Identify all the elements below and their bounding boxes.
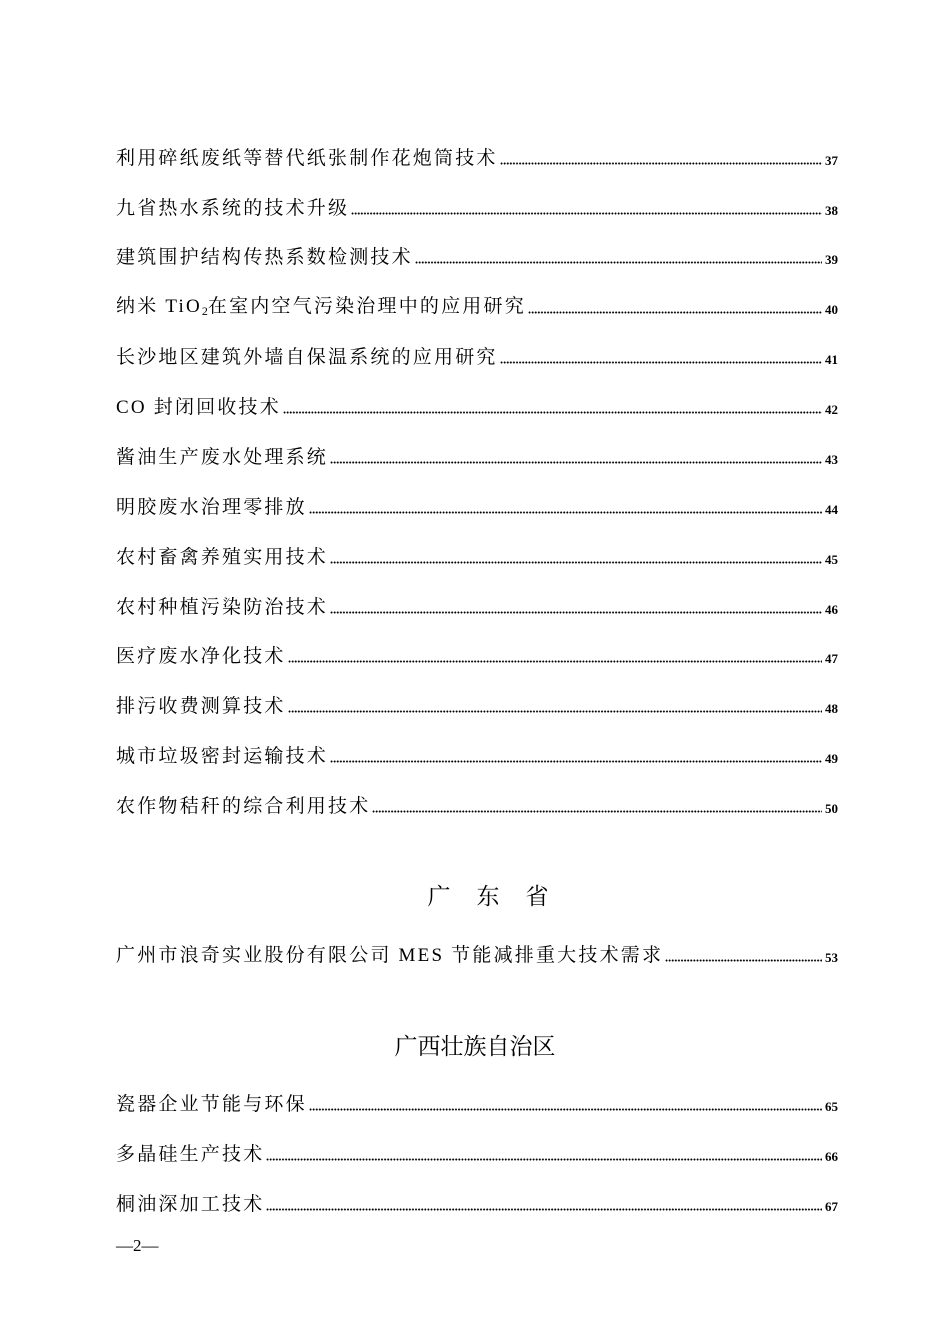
toc-leader-dots — [330, 760, 822, 763]
toc-entry-title: 排污收费测算技术 — [116, 696, 286, 717]
toc-entry-page: 37 — [825, 153, 838, 168]
toc-entry-title: 农村畜禽养殖实用技术 — [116, 547, 329, 568]
page-number: —2— — [116, 1236, 159, 1255]
toc-entry-title: 明胶废水治理零排放 — [116, 497, 307, 518]
toc-entry-page: 48 — [825, 701, 838, 716]
toc-entry-page: 50 — [825, 801, 838, 816]
toc-entry-title: 多晶硅生产技术 — [116, 1144, 265, 1165]
toc-entry[interactable] — [116, 337, 838, 367]
toc-entry-page: 38 — [825, 203, 838, 218]
toc-leader-dots — [415, 261, 822, 264]
toc-entry-page: 41 — [825, 352, 838, 367]
toc-entry[interactable] — [116, 237, 838, 267]
toc-leader-dots — [665, 959, 822, 962]
toc-leader-dots — [330, 611, 822, 614]
toc-entry[interactable] — [116, 1134, 838, 1164]
toc-leader-dots — [288, 660, 822, 663]
toc-entry-title: 医疗废水净化技术 — [116, 646, 286, 667]
toc-leader-dots — [528, 311, 822, 314]
toc-entry[interactable] — [116, 188, 838, 218]
toc-entry-title: 农村种植污染防治技术 — [116, 597, 329, 618]
subscript-2: 2 — [201, 304, 208, 318]
toc-entry-page: 43 — [825, 452, 838, 467]
toc-entry[interactable] — [116, 587, 838, 617]
toc-leader-dots — [330, 461, 822, 464]
toc-leader-dots — [372, 810, 822, 813]
toc-entry-title: 桐油深加工技术 — [116, 1194, 265, 1215]
toc-entry-title: 农作物秸秆的综合利用技术 — [116, 796, 371, 817]
toc-entry-page: 44 — [825, 502, 838, 517]
toc-entry-page: 45 — [825, 552, 838, 567]
toc-entry-title: 酱油生产废水处理系统 — [116, 447, 329, 468]
toc-entry[interactable] — [116, 487, 838, 517]
toc-entry-page: 66 — [825, 1149, 838, 1164]
toc-leader-dots — [330, 561, 822, 564]
section-heading: 广西壮族自治区 — [394, 1034, 556, 1060]
toc-entry-title: 长沙地区建筑外墙自保温系统的应用研究 — [116, 347, 498, 368]
toc-leader-dots — [351, 212, 822, 215]
toc-entry[interactable] — [116, 686, 838, 716]
toc-entry-page: 67 — [825, 1199, 838, 1214]
toc-entry-page: 46 — [825, 602, 838, 617]
toc-leader-dots — [288, 710, 822, 713]
toc-entry[interactable] — [116, 287, 838, 317]
toc-leader-dots — [309, 1108, 822, 1111]
toc-entry-page: 39 — [825, 252, 838, 267]
toc-entry[interactable] — [116, 935, 838, 965]
toc-entry-page: 53 — [825, 950, 838, 965]
toc-leader-dots — [500, 162, 822, 165]
toc-entry-page: 47 — [825, 651, 838, 666]
toc-entry-page: 42 — [825, 402, 838, 417]
toc-entry-title: 广州市浪奇实业股份有限公司 MES 节能减排重大技术需求 — [116, 945, 664, 966]
toc-entry[interactable] — [116, 387, 838, 417]
toc-entry[interactable] — [116, 636, 838, 666]
toc-entry[interactable] — [116, 786, 838, 816]
toc-leader-dots — [309, 511, 822, 514]
toc-entry[interactable] — [116, 1084, 838, 1114]
toc-entry-title: 利用碎纸废纸等替代纸张制作花炮筒技术 — [116, 148, 498, 169]
toc-entry-page: 65 — [825, 1099, 838, 1114]
toc-entry-title-part: 纳米 TiO — [116, 296, 202, 317]
toc-entry[interactable] — [116, 537, 838, 567]
toc-entry-title: 瓷器企业节能与环保 — [116, 1094, 307, 1115]
toc-entry-page: 49 — [825, 751, 838, 766]
toc-leader-dots — [500, 361, 822, 364]
toc-entry-page: 40 — [825, 302, 838, 317]
toc-entry[interactable] — [116, 736, 838, 766]
toc-leader-dots — [266, 1208, 822, 1211]
toc-entry-title — [116, 297, 526, 317]
toc-entry[interactable] — [116, 1184, 838, 1214]
toc-entry-title: 九省热水系统的技术升级 — [116, 198, 350, 219]
section-heading: 广东省 — [427, 884, 575, 910]
toc-leader-dots — [283, 411, 822, 414]
toc-entry[interactable] — [116, 138, 838, 168]
toc-entry-title: 城市垃圾密封运输技术 — [116, 746, 329, 767]
toc-leader-dots — [266, 1158, 822, 1161]
toc-entry-title-part: 在室内空气污染治理中的应用研究 — [207, 296, 526, 317]
toc-entry[interactable] — [116, 437, 838, 467]
toc-entry-title: CO 封闭回收技术 — [116, 397, 281, 418]
toc-entry-title: 建筑围护结构传热系数检测技术 — [116, 247, 413, 268]
